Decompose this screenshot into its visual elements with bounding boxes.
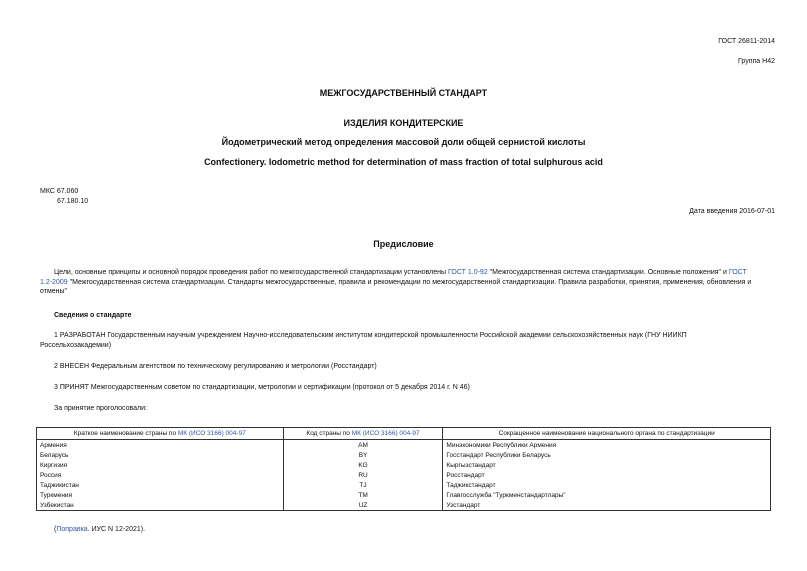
item-adopted: 3 ПРИНЯТ Межгосударственным советом по стандартизации, метрологии и сертификации (протокол от 5 декабря 2014 г. N 46) bbox=[54, 384, 470, 391]
mk-iso-link-col1[interactable]: МК (ИСО 3166) 004-97 bbox=[177, 430, 246, 437]
mks-code-2: 67.180.10 bbox=[57, 198, 89, 205]
amendment-open-paren: ( bbox=[54, 526, 57, 533]
header-national-body: Сокращенное наименование национального органа по стандартизации bbox=[443, 428, 771, 440]
body-cell: Кыргызстандарт bbox=[443, 460, 771, 470]
method-title-ru: Йодометрический метод определения массовой доли общей сернистой кислоты bbox=[221, 137, 586, 147]
country-cell: Армения bbox=[37, 440, 284, 451]
foreword-text-d: отмены" bbox=[40, 288, 68, 295]
body-cell: Росстандарт bbox=[443, 470, 771, 480]
body-cell: Госстандарт Республики Беларусь bbox=[443, 450, 771, 460]
table-row bbox=[37, 500, 771, 511]
product-title: ИЗДЕЛИЯ КОНДИТЕРСКИЕ bbox=[343, 118, 464, 128]
code-cell: TJ bbox=[283, 480, 443, 490]
country-cell: Киргизия bbox=[37, 460, 284, 470]
code-cell: UZ bbox=[283, 500, 443, 511]
table-header-row bbox=[37, 428, 771, 440]
header-country-code bbox=[283, 428, 443, 440]
amendment-note bbox=[54, 525, 145, 535]
foreword-text-a: Цели, основные принципы и основной порядок проведения работ по межгосударственной стандартизации установлены bbox=[54, 269, 448, 276]
table-row bbox=[37, 450, 771, 460]
item-developed-line2: Россельхозакадемии) bbox=[40, 341, 112, 349]
foreword-title: Предисловие bbox=[373, 239, 434, 249]
item-introduced: 2 ВНЕСЕН Федеральным агентством по техническому регулированию и метрологии (Росстандарт) bbox=[54, 363, 377, 370]
amendment-link[interactable]: Поправка bbox=[56, 526, 88, 533]
body-cell: Минэкономики Республики Армения bbox=[443, 440, 771, 451]
country-cell: Россия bbox=[37, 470, 284, 480]
header-code-text: Код страны по bbox=[306, 430, 352, 437]
mk-iso-link-col2[interactable]: МК (ИСО 3166) 004-97 bbox=[351, 430, 420, 437]
about-standard-title: Сведения о стандарте bbox=[54, 312, 132, 319]
standard-code: ГОСТ 26811-2014 bbox=[718, 38, 775, 45]
table-row bbox=[37, 440, 771, 451]
table-row bbox=[37, 480, 771, 490]
gost-1-2-2009-link-part2[interactable]: 1.2-2009 bbox=[40, 278, 68, 286]
mks-code-1: МКС 67.060 bbox=[40, 188, 79, 195]
body-cell: Главгосслужба "Туркменстандартлары" bbox=[443, 490, 771, 500]
foreword-text-c: "Межгосударственная система стандартизации. Стандарты межгосударственные, правила и рекомендации по межгосударственной стандартизации. Правила разработки, принятия, применения, обновления и bbox=[67, 278, 752, 286]
method-title-en: Confectionery. Iodometric method for determination of mass fraction of total sulphurous acid bbox=[204, 157, 603, 167]
header-country-text: Краткое наименование страны по bbox=[73, 430, 178, 437]
gost-1-2-2009-link-part1[interactable]: ГОСТ bbox=[728, 269, 747, 276]
body-cell: Узстандарт bbox=[443, 500, 771, 511]
country-cell: Туркмения bbox=[37, 490, 284, 500]
code-cell: KG bbox=[283, 460, 443, 470]
foreword-text-b: "Межгосударственная система стандартизации. Основные положения" и bbox=[487, 269, 729, 276]
item-developed-line1: 1 РАЗРАБОТАН Государственным научным учреждением Научно-исследовательским институтом кондитерской промышленности Российской академии сельскохозяйственных наук (ГНУ НИИКП bbox=[54, 332, 687, 339]
code-cell: AM bbox=[283, 440, 443, 451]
amendment-rest: . ИУС N 12-2021). bbox=[87, 526, 146, 533]
voting-table bbox=[36, 427, 771, 511]
voted-label: За принятие проголосовали: bbox=[54, 405, 147, 412]
body-cell: Таджикстандарт bbox=[443, 480, 771, 490]
item-developed bbox=[40, 331, 770, 350]
gost-1-0-92-link[interactable]: ГОСТ 1.0-92 bbox=[447, 269, 488, 276]
header-country-name bbox=[37, 428, 284, 440]
country-cell: Узбекистан bbox=[37, 500, 284, 511]
country-cell: Таджикистан bbox=[37, 480, 284, 490]
table-row bbox=[37, 470, 771, 480]
foreword-paragraph bbox=[40, 268, 770, 297]
table-row bbox=[37, 490, 771, 500]
country-cell: Беларусь bbox=[37, 450, 284, 460]
standard-type-title: МЕЖГОСУДАРСТВЕННЫЙ СТАНДАРТ bbox=[319, 88, 488, 98]
code-cell: TM bbox=[283, 490, 443, 500]
standard-group: Группа Н42 bbox=[738, 58, 775, 65]
code-cell: BY bbox=[283, 450, 443, 460]
table-row bbox=[37, 460, 771, 470]
code-cell: RU bbox=[283, 470, 443, 480]
introduction-date: Дата введения 2016-07-01 bbox=[689, 208, 775, 215]
